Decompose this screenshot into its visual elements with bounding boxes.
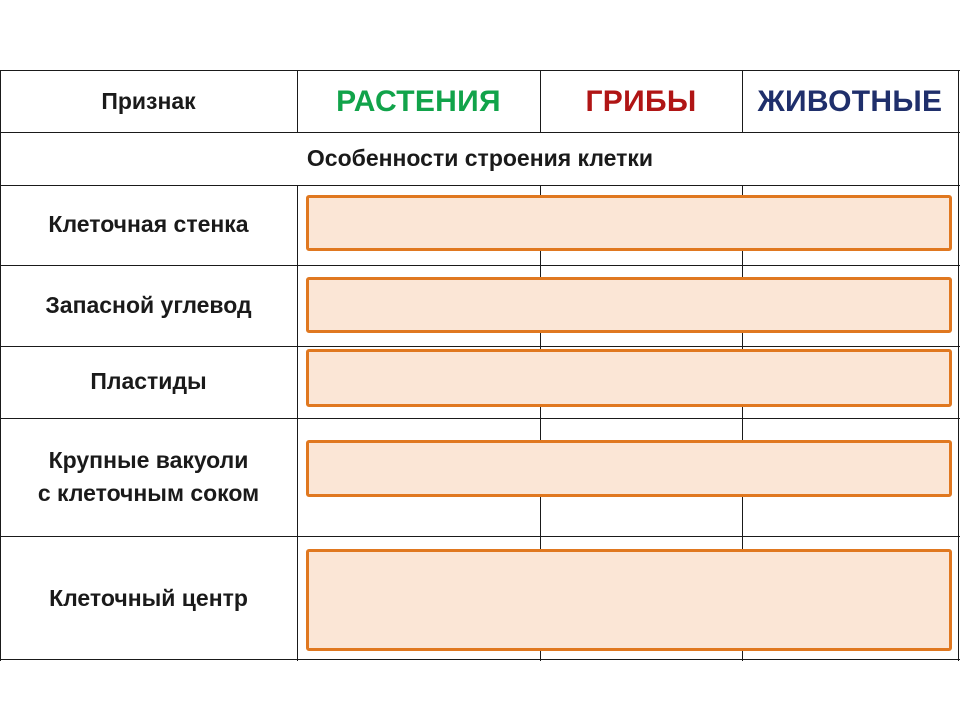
answer-cover-plastids[interactable] <box>306 349 952 407</box>
column-divider-plants-body <box>297 185 298 661</box>
row-label-storage-carbohydrate: Запасной углевод <box>45 291 252 318</box>
answer-cover-cell-center[interactable] <box>306 549 952 651</box>
table-row-label <box>0 418 297 536</box>
row-label-cell-wall: Клеточная стенка <box>48 211 249 238</box>
header-fungi-label: ГРИБЫ <box>585 84 697 118</box>
header-plants-label: РАСТЕНИЯ <box>336 84 501 118</box>
row-label-vacuoles-line2: с клеточным соком <box>37 480 260 506</box>
section-title-label: Особенности строения клетки <box>306 144 654 171</box>
row-label-plastids: Пластиды <box>90 368 207 395</box>
header-plants <box>297 71 540 132</box>
header-feature-label: Признак <box>101 87 196 114</box>
header-feature <box>0 71 297 132</box>
answer-cover-cell-wall[interactable] <box>306 195 952 251</box>
header-animals <box>742 71 958 132</box>
row-label-cell-center: Клеточный центр <box>49 584 248 611</box>
section-title <box>0 132 960 185</box>
answer-cover-storage-carbohydrate[interactable] <box>306 277 952 333</box>
answer-cover-vacuoles[interactable] <box>306 440 952 497</box>
row-label-vacuoles-line1: Крупные вакуоли <box>48 446 249 473</box>
table-row-label <box>0 536 297 661</box>
header-fungi <box>540 71 742 132</box>
table-row-label <box>0 265 297 346</box>
table-row-label <box>0 185 297 265</box>
table-row-label <box>0 346 297 418</box>
header-animals-label: ЖИВОТНЫЕ <box>757 84 943 118</box>
